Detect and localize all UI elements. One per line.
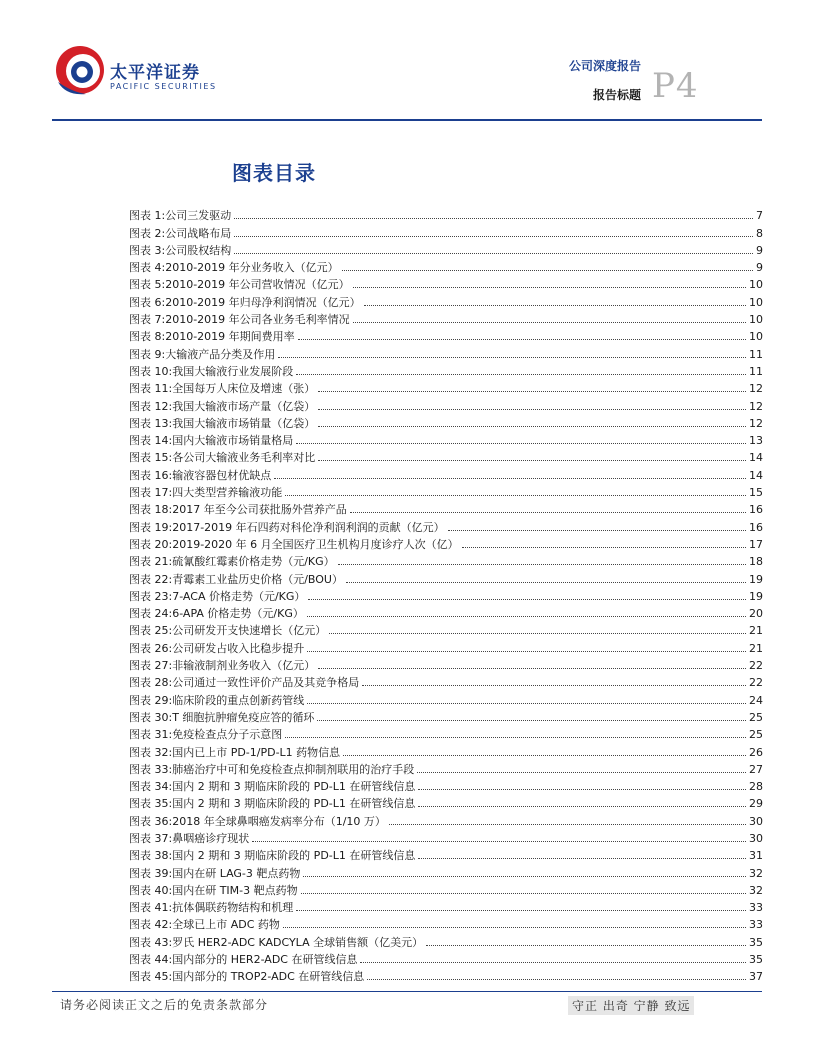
toc-entry-label: 图表 4: xyxy=(129,261,166,275)
toc-entry-title: 四大类型营养输液功能 xyxy=(172,486,283,500)
toc-entry-label: 图表 28: xyxy=(129,676,173,690)
toc-dot-leader xyxy=(367,979,746,980)
toc-entry-page: 28 xyxy=(749,780,763,794)
logo-emblem-icon xyxy=(52,42,108,98)
toc-entry[interactable] xyxy=(129,828,763,845)
toc-entry-page: 21 xyxy=(749,641,763,655)
toc-entry[interactable] xyxy=(129,672,763,689)
toc-entry-title: 全球已上市 ADC 药物 xyxy=(172,918,280,932)
toc-entry-page: 12 xyxy=(749,382,763,396)
toc-entry-page: 25 xyxy=(749,710,763,724)
toc-entry-page: 33 xyxy=(749,918,763,932)
toc-dot-leader xyxy=(343,755,746,756)
toc-entry[interactable] xyxy=(129,793,763,810)
toc-entry-title: 我国大输液行业发展阶段 xyxy=(172,364,294,378)
toc-entry[interactable] xyxy=(129,776,763,793)
toc-entry-label: 图表 37: xyxy=(129,831,173,845)
toc-entry-page: 14 xyxy=(749,451,763,465)
toc-entry[interactable] xyxy=(129,949,763,966)
toc-entry-label: 图表 41: xyxy=(129,901,173,915)
toc-entry-page: 13 xyxy=(749,434,763,448)
toc-entry-label: 图表 15: xyxy=(129,451,173,465)
toc-entry[interactable] xyxy=(129,637,763,654)
toc-entry-title: 公司研发占收入比稳步提升 xyxy=(172,641,305,655)
toc-entry-label: 图表 36: xyxy=(129,814,173,828)
toc-entry[interactable] xyxy=(129,914,763,931)
toc-dot-leader xyxy=(234,236,753,237)
toc-entry-label: 图表 39: xyxy=(129,866,173,880)
toc-entry[interactable] xyxy=(129,516,763,533)
toc-entry[interactable] xyxy=(129,568,763,585)
toc-dot-leader xyxy=(303,876,746,877)
toc-entry[interactable] xyxy=(129,257,763,274)
toc-dot-leader xyxy=(296,374,746,375)
toc-entry-page: 9 xyxy=(756,243,763,257)
toc-dot-leader xyxy=(389,824,746,825)
toc-entry[interactable] xyxy=(129,222,763,239)
toc-dot-leader xyxy=(353,287,746,288)
toc-entry-label: 图表 3: xyxy=(129,243,166,257)
toc-entry[interactable] xyxy=(129,274,763,291)
toc-entry-page: 19 xyxy=(749,572,763,586)
toc-dot-leader xyxy=(318,460,746,461)
toc-entry-page: 19 xyxy=(749,589,763,603)
toc-entry-label: 图表 20: xyxy=(129,537,173,551)
report-type: 公司深度报告 xyxy=(568,59,641,73)
toc-entry[interactable] xyxy=(129,551,763,568)
toc-dot-leader xyxy=(317,720,746,721)
toc-entry-title: 肺癌治疗中可和免疫检查点抑制剂联用的治疗手段 xyxy=(172,762,415,776)
toc-entry-title: 输液容器包材优缺点 xyxy=(172,468,272,482)
toc-entry-title: 国内 2 期和 3 期临床阶段的 PD-L1 在研管线信息 xyxy=(172,780,416,794)
toc-entry-page: 33 xyxy=(749,901,763,915)
toc-entry[interactable] xyxy=(129,291,763,308)
toc-dot-leader xyxy=(308,599,746,600)
toc-dot-leader xyxy=(234,253,753,254)
toc-entry-title: 我国大输液市场销量（亿袋） xyxy=(172,416,316,430)
toc-entry[interactable] xyxy=(129,759,763,776)
toc-dot-leader xyxy=(278,357,746,358)
toc-entry-label: 图表 16: xyxy=(129,468,173,482)
toc-entry-page: 12 xyxy=(749,399,763,413)
toc-entry-label: 图表 1: xyxy=(129,209,166,223)
toc-entry-label: 图表 19: xyxy=(129,520,173,534)
toc-entry[interactable] xyxy=(129,482,763,499)
toc-dot-leader xyxy=(426,945,746,946)
toc-entry-page: 10 xyxy=(749,278,763,292)
toc-entry-title: 国内在研 TIM-3 靶点药物 xyxy=(172,883,298,897)
toc-entry-label: 图表 42: xyxy=(129,918,173,932)
toc-entry-label: 图表 30: xyxy=(129,710,173,724)
toc-entry-label: 图表 22: xyxy=(129,572,173,586)
toc-entry-label: 图表 17: xyxy=(129,486,173,500)
toc-entry-page: 10 xyxy=(749,330,763,344)
toc-entry-page: 11 xyxy=(749,347,763,361)
toc-dot-leader xyxy=(307,616,746,617)
toc-dot-leader xyxy=(462,547,746,548)
toc-entry[interactable] xyxy=(129,309,763,326)
toc-entry-title: 临床阶段的重点创新药管线 xyxy=(172,693,305,707)
toc-entry-title: 2017 年至今公司获批肠外营养产品 xyxy=(172,503,347,517)
toc-entry[interactable] xyxy=(129,361,763,378)
toc-entry-page: 10 xyxy=(749,295,763,309)
toc-entry-title: 6-APA 价格走势（元/KG） xyxy=(172,607,304,621)
toc-entry-label: 图表 5: xyxy=(129,278,166,292)
toc-title: 图表目录 xyxy=(232,161,316,185)
toc-entry-page: 22 xyxy=(749,676,763,690)
toc-entry-label: 图表 21: xyxy=(129,555,173,569)
toc-dot-leader xyxy=(318,391,746,392)
toc-entry-label: 图表 2: xyxy=(129,226,166,240)
toc-entry[interactable] xyxy=(129,741,763,758)
toc-entry-label: 图表 14: xyxy=(129,434,173,448)
toc-dot-leader xyxy=(285,495,746,496)
toc-dot-leader xyxy=(301,893,746,894)
toc-entry[interactable] xyxy=(129,931,763,948)
toc-entry-label: 图表 8: xyxy=(129,330,166,344)
toc-entry-title: 鼻咽癌诊疗现状 xyxy=(172,831,250,845)
toc-entry-title: 硫氰酸红霉素价格走势（元/KG） xyxy=(172,555,335,569)
toc-dot-leader xyxy=(418,806,746,807)
toc-entry[interactable] xyxy=(129,534,763,551)
toc-entry-title: 青霉素工业盐历史价格（元/BOU） xyxy=(172,572,343,586)
toc-entry-title: 2018 年全球鼻咽癌发病率分布（1/10 万） xyxy=(172,814,386,828)
toc-entry[interactable] xyxy=(129,689,763,706)
toc-entry-title: 7-ACA 价格走势（元/KG） xyxy=(172,589,306,603)
toc-entry[interactable] xyxy=(129,897,763,914)
toc-entry-title: 2019-2020 年 6 月全国医疗卫生机构月度诊疗人次（亿） xyxy=(172,537,459,551)
toc-entry-page: 7 xyxy=(756,209,763,223)
toc-entry-page: 20 xyxy=(749,607,763,621)
toc-entry-label: 图表 18: xyxy=(129,503,173,517)
toc-entry-title: 我国大输液市场产量（亿袋） xyxy=(172,399,316,413)
toc-dot-leader xyxy=(448,530,746,531)
toc-entry-title: 2010-2019 年公司各业务毛利率情况 xyxy=(165,313,350,327)
toc-entry[interactable] xyxy=(129,464,763,481)
toc-entry-label: 图表 24: xyxy=(129,607,173,621)
company-logo xyxy=(52,42,217,98)
toc-dot-leader xyxy=(285,737,746,738)
toc-dot-leader xyxy=(296,443,746,444)
toc-entry[interactable] xyxy=(129,326,763,343)
toc-entry-label: 图表 9: xyxy=(129,347,166,361)
toc-entry-title: 国内在研 LAG-3 靶点药物 xyxy=(172,866,301,880)
toc-entry-page: 16 xyxy=(749,520,763,534)
toc-entry-title: 国内部分的 TROP2-ADC 在研管线信息 xyxy=(172,970,365,984)
footer-motto: 守正 出奇 宁静 致远 xyxy=(568,996,694,1015)
toc-entry[interactable] xyxy=(129,447,763,464)
toc-dot-leader xyxy=(307,651,746,652)
toc-entry-page: 11 xyxy=(749,364,763,378)
toc-dot-leader xyxy=(362,685,746,686)
toc-entry-page: 35 xyxy=(749,953,763,967)
toc-entry-label: 图表 26: xyxy=(129,641,173,655)
toc-dot-leader xyxy=(353,322,746,323)
toc-entry-page: 32 xyxy=(749,883,763,897)
toc-entry-label: 图表 27: xyxy=(129,659,173,673)
toc-entry-label: 图表 7: xyxy=(129,313,166,327)
toc-entry[interactable] xyxy=(129,966,763,983)
toc-entry[interactable] xyxy=(129,395,763,412)
toc-entry[interactable] xyxy=(129,343,763,360)
toc-entry-page: 37 xyxy=(749,970,763,984)
toc-entry-label: 图表 34: xyxy=(129,780,173,794)
toc-entry-title: 全国每万人床位及增速（张） xyxy=(172,382,316,396)
toc-entry-title: 公司三发驱动 xyxy=(165,209,232,223)
toc-entry-title: 2010-2019 年归母净利润情况（亿元） xyxy=(165,295,361,309)
footer-disclaimer: 请务必阅读正文之后的免责条款部分 xyxy=(60,998,269,1012)
toc-dot-leader xyxy=(418,789,746,790)
toc-dot-leader xyxy=(274,478,746,479)
toc-entry-page: 15 xyxy=(749,486,763,500)
toc-dot-leader xyxy=(307,703,746,704)
toc-entry-title: 2010-2019 年期间费用率 xyxy=(165,330,295,344)
toc-dot-leader xyxy=(338,564,746,565)
toc-entry[interactable] xyxy=(129,707,763,724)
toc-dot-leader xyxy=(296,910,746,911)
toc-list xyxy=(129,205,763,983)
toc-entry-title: 各公司大输液业务毛利率对比 xyxy=(172,451,316,465)
toc-entry-page: 30 xyxy=(749,814,763,828)
toc-dot-leader xyxy=(342,270,753,271)
toc-entry[interactable] xyxy=(129,655,763,672)
page-number: P4 xyxy=(652,66,699,106)
toc-dot-leader xyxy=(346,582,746,583)
toc-dot-leader xyxy=(318,409,746,410)
toc-entry-page: 21 xyxy=(749,624,763,638)
toc-entry-page: 32 xyxy=(749,866,763,880)
toc-entry-title: 国内已上市 PD-1/PD-L1 药物信息 xyxy=(172,745,341,759)
toc-entry-label: 图表 40: xyxy=(129,883,173,897)
toc-entry-label: 图表 12: xyxy=(129,399,173,413)
toc-entry-page: 35 xyxy=(749,935,763,949)
toc-dot-leader xyxy=(298,339,746,340)
toc-entry-title: 国内 2 期和 3 期临床阶段的 PD-L1 在研管线信息 xyxy=(172,849,416,863)
toc-entry-label: 图表 11: xyxy=(129,382,173,396)
toc-entry-page: 18 xyxy=(749,555,763,569)
toc-entry-label: 图表 35: xyxy=(129,797,173,811)
toc-entry-title: 国内 2 期和 3 期临床阶段的 PD-L1 在研管线信息 xyxy=(172,797,416,811)
toc-entry[interactable] xyxy=(129,413,763,430)
toc-entry-label: 图表 29: xyxy=(129,693,173,707)
toc-entry[interactable] xyxy=(129,724,763,741)
toc-entry-page: 29 xyxy=(749,797,763,811)
toc-dot-leader xyxy=(318,426,746,427)
toc-dot-leader xyxy=(350,512,746,513)
logo-english-name: PACIFIC SECURITIES xyxy=(110,82,217,91)
header-divider xyxy=(52,119,762,121)
toc-dot-leader xyxy=(234,218,753,219)
report-title: 报告标题 xyxy=(592,88,641,102)
toc-entry-title: 公司股权结构 xyxy=(165,243,232,257)
toc-entry-page: 30 xyxy=(749,831,763,845)
toc-dot-leader xyxy=(252,841,746,842)
toc-entry[interactable] xyxy=(129,240,763,257)
toc-entry-title: 国内大输液市场销量格局 xyxy=(172,434,294,448)
toc-entry[interactable] xyxy=(129,862,763,879)
toc-entry-title: 罗氏 HER2-ADC KADCYLA 全球销售额（亿美元） xyxy=(172,935,424,949)
logo-chinese-name: 太平洋证券 xyxy=(110,63,200,83)
toc-entry[interactable] xyxy=(129,499,763,516)
toc-entry-title: T 细胞抗肿瘤免疫应答的循环 xyxy=(172,710,315,724)
toc-dot-leader xyxy=(283,927,746,928)
toc-entry-page: 14 xyxy=(749,468,763,482)
toc-entry[interactable] xyxy=(129,810,763,827)
toc-entry-page: 22 xyxy=(749,659,763,673)
toc-entry[interactable] xyxy=(129,378,763,395)
toc-entry-label: 图表 33: xyxy=(129,762,173,776)
toc-entry-title: 非输液制剂业务收入（亿元） xyxy=(172,659,316,673)
toc-entry[interactable] xyxy=(129,845,763,862)
toc-entry-title: 免疫检查点分子示意图 xyxy=(172,728,283,742)
toc-entry-page: 9 xyxy=(756,261,763,275)
toc-entry-title: 抗体偶联药物结构和机理 xyxy=(172,901,294,915)
toc-entry-page: 24 xyxy=(749,693,763,707)
toc-entry-page: 17 xyxy=(749,537,763,551)
toc-dot-leader xyxy=(417,772,746,773)
toc-entry-title: 公司研发开支快速增长（亿元） xyxy=(172,624,327,638)
toc-entry-label: 图表 32: xyxy=(129,745,173,759)
toc-entry-page: 12 xyxy=(749,416,763,430)
toc-entry-title: 2010-2019 年分业务收入（亿元） xyxy=(165,261,339,275)
toc-entry[interactable] xyxy=(129,880,763,897)
toc-entry-page: 10 xyxy=(749,313,763,327)
toc-entry[interactable] xyxy=(129,620,763,637)
toc-entry-page: 16 xyxy=(749,503,763,517)
toc-entry-page: 8 xyxy=(756,226,763,240)
toc-entry-label: 图表 44: xyxy=(129,953,173,967)
toc-entry-title: 公司通过一致性评价产品及其竞争格局 xyxy=(172,676,360,690)
toc-entry-label: 图表 10: xyxy=(129,364,173,378)
toc-entry-title: 2010-2019 年公司营收情况（亿元） xyxy=(165,278,350,292)
toc-dot-leader xyxy=(418,858,746,859)
toc-entry-page: 26 xyxy=(749,745,763,759)
toc-entry-title: 公司战略布局 xyxy=(165,226,232,240)
toc-dot-leader xyxy=(364,305,746,306)
toc-entry-label: 图表 45: xyxy=(129,970,173,984)
footer-divider xyxy=(52,991,762,992)
toc-entry-title: 2017-2019 年石四药对科伦净利润利润的贡献（亿元） xyxy=(172,520,445,534)
toc-entry-label: 图表 23: xyxy=(129,589,173,603)
toc-entry-title: 大输液产品分类及作用 xyxy=(165,347,276,361)
toc-entry[interactable] xyxy=(129,586,763,603)
toc-entry-label: 图表 13: xyxy=(129,416,173,430)
toc-entry[interactable] xyxy=(129,603,763,620)
toc-dot-leader xyxy=(329,633,746,634)
toc-entry-page: 25 xyxy=(749,728,763,742)
toc-entry-label: 图表 38: xyxy=(129,849,173,863)
toc-entry-page: 31 xyxy=(749,849,763,863)
toc-dot-leader xyxy=(318,668,746,669)
toc-entry-title: 国内部分的 HER2-ADC 在研管线信息 xyxy=(172,953,358,967)
toc-entry-label: 图表 25: xyxy=(129,624,173,638)
toc-entry[interactable] xyxy=(129,205,763,222)
toc-entry-label: 图表 43: xyxy=(129,935,173,949)
toc-dot-leader xyxy=(360,962,746,963)
toc-entry-label: 图表 6: xyxy=(129,295,166,309)
toc-entry-page: 27 xyxy=(749,762,763,776)
toc-entry-label: 图表 31: xyxy=(129,728,173,742)
toc-entry[interactable] xyxy=(129,430,763,447)
